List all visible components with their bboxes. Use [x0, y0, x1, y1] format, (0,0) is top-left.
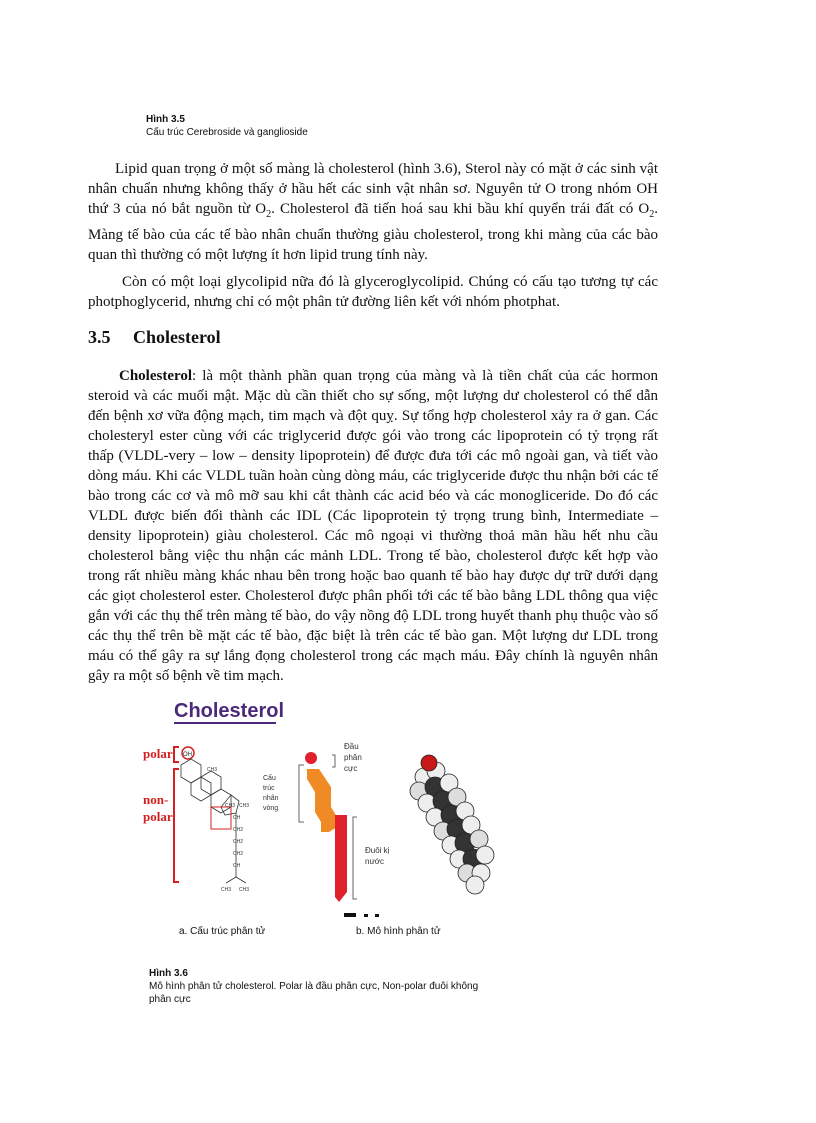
- sublabel-b: b. Mô hình phân tử: [356, 926, 441, 937]
- head-bracket: [332, 755, 335, 767]
- svg-text:CH3: CH3: [239, 887, 250, 893]
- section-number: 3.5: [88, 327, 111, 347]
- nonpolar-bracket: [174, 769, 179, 882]
- svg-text:CH2: CH2: [233, 839, 244, 845]
- svg-text:CH3: CH3: [239, 803, 250, 809]
- svg-text:Đầu: Đầu: [344, 742, 359, 751]
- figure-caption-text: Mô hình phân tử cholesterol. Polar là đầu phân cực, Non-polar đuôi không phân cực: [149, 981, 479, 1005]
- svg-text:nhân: nhân: [263, 795, 279, 802]
- svg-text:CH3: CH3: [207, 767, 218, 773]
- tail-shape: [335, 815, 347, 902]
- polar-bracket: [174, 747, 179, 762]
- figure-3-5-caption: [146, 113, 308, 139]
- svg-text:CH3: CH3: [221, 887, 232, 893]
- red-frame: [211, 807, 231, 829]
- ring-shape: [307, 769, 337, 832]
- section-title: Cholesterol: [133, 327, 221, 347]
- ring-bracket: [299, 765, 304, 822]
- figure-label: Hình 3.5: [146, 114, 185, 125]
- nonpolar-label: polar: [143, 809, 173, 824]
- scan-mark: [344, 913, 356, 917]
- oh-label: OH: [183, 752, 192, 758]
- tail-label: [365, 846, 390, 866]
- svg-text:CH2: CH2: [233, 827, 244, 833]
- scan-mark: [375, 914, 379, 917]
- head-label: [344, 742, 362, 773]
- svg-text:CH: CH: [233, 815, 241, 821]
- svg-text:CH2: CH2: [233, 851, 244, 857]
- sublabel-a: a. Cấu trúc phân tử: [179, 926, 266, 937]
- svg-text:Cấu: Cấu: [263, 775, 276, 782]
- cholesterol-figure: [139, 687, 499, 919]
- diagram-title: Cholesterol: [174, 700, 285, 722]
- svg-text:CH3: CH3: [225, 803, 236, 809]
- polar-head-dot: [305, 752, 317, 764]
- paragraph-3: Cholesterol: là một thành phần quan trọng của màng và là tiền chất của các hormon steroid và các muối mật. Mặc dù cần thiết cho sự sống, một lượng dư cholesterol có thể dẫn đến bệnh xơ vữa động mạch, tim mạch và đột quỵ. Sự tổng hợp cholesterol xảy ra ở gan. Các cholesteryl ester cùng với các triglycerid được gói vào trong các lipoprotein có tỷ trọng rất thấp (VLDL-very – low – density lipoprotein) để được đưa tới các mô ngoài gan, và tiết vào dòng máu. Khi các VLDL tuần hoàn cùng dòng máu, các triglyceride được thu nhận bởi các tế bào trong các cơ và mô mỡ sau khi cắt thành các acid béo và các monogliceride. Do đó các VLDL được biến đổi thành các IDL (Các lipoprotein tỷ trọng trung bình, Intermediate – density lipoprotein) giàu cholesterol. Các mô ngoại vi thường thoả mãn hầu hết nhu cầu cholesterol bằng việc thu nhận các mảnh LDL. Trong tế bào, cholesterol được kết hợp vào trong rất nhiều màng khác nhau bên trong hoặc bao quanh tế bào hay được dự trữ dưới dạng các giọt cholesterol ester. Cholesterol được phân phối tới các tế bào bằng LDL thông qua việc gắn với các thụ thể trên màng tế bào, do vậy nồng độ LDL trong huyết thanh phụ thuộc vào số các thụ thể trên bề mặt các tế bào, đặc biệt là trên các tế bào gan. Một lượng dư LDL trong máu có thể gây ra sự lắng đọng cholesterol trong các mạch máu. Đây chính là nguyên nhân gây ra một số bệnh về tim mạch.: [88, 368, 658, 684]
- svg-text:trúc: trúc: [263, 785, 275, 792]
- figure-label: Hình 3.6: [149, 968, 188, 979]
- paragraph-1: Lipid quan trọng ở một số màng là cholesterol (hình 3.6), Sterol này có mặt ở các sinh vật nhân chuẩn nhưng không thấy ở hầu hết các sinh vật nhân sơ. Nguyên tử O trong nhóm OH thứ 3 của nó bắt nguồn từ $O_2$. Cholesterol đã tiến hoá sau khi bầu khí quyển trái đất có $O_2$. Màng tế bào của các tế bào nhân chuẩn thường giàu cholesterol, trong khi màng của các bào quan thì thường có một lượng ít hơn lipid trung tính này.: [88, 161, 658, 263]
- non-label: non-: [143, 792, 169, 807]
- ring-structure-label: [263, 773, 279, 812]
- polar-label: polar: [143, 746, 173, 761]
- space-filling-model: [410, 755, 494, 894]
- svg-text:vòng: vòng: [263, 805, 279, 812]
- svg-text:Đuôi kị: Đuôi kị: [365, 846, 390, 855]
- figure-3-6-caption: [149, 967, 499, 1006]
- scan-mark: [364, 914, 368, 917]
- section-heading: [88, 327, 221, 348]
- tail-bracket: [353, 817, 357, 899]
- svg-text:CH: CH: [233, 863, 241, 869]
- ch-labels: [207, 767, 249, 893]
- svg-text:nước: nước: [365, 857, 385, 866]
- svg-text:cực: cực: [344, 764, 358, 773]
- figure-caption-text: Cấu trúc Cerebroside và ganglioside: [146, 127, 308, 138]
- paragraph-2: Còn có một loại glycolipid nữa đó là glyceroglycolipid. Chúng có cấu tạo tương tự các photphoglycerid, nhưng chỉ có một phân tử đường liên kết với nhóm photphat.: [88, 274, 658, 310]
- cholesterol-diagram: [139, 687, 499, 919]
- svg-text:phân: phân: [344, 753, 362, 762]
